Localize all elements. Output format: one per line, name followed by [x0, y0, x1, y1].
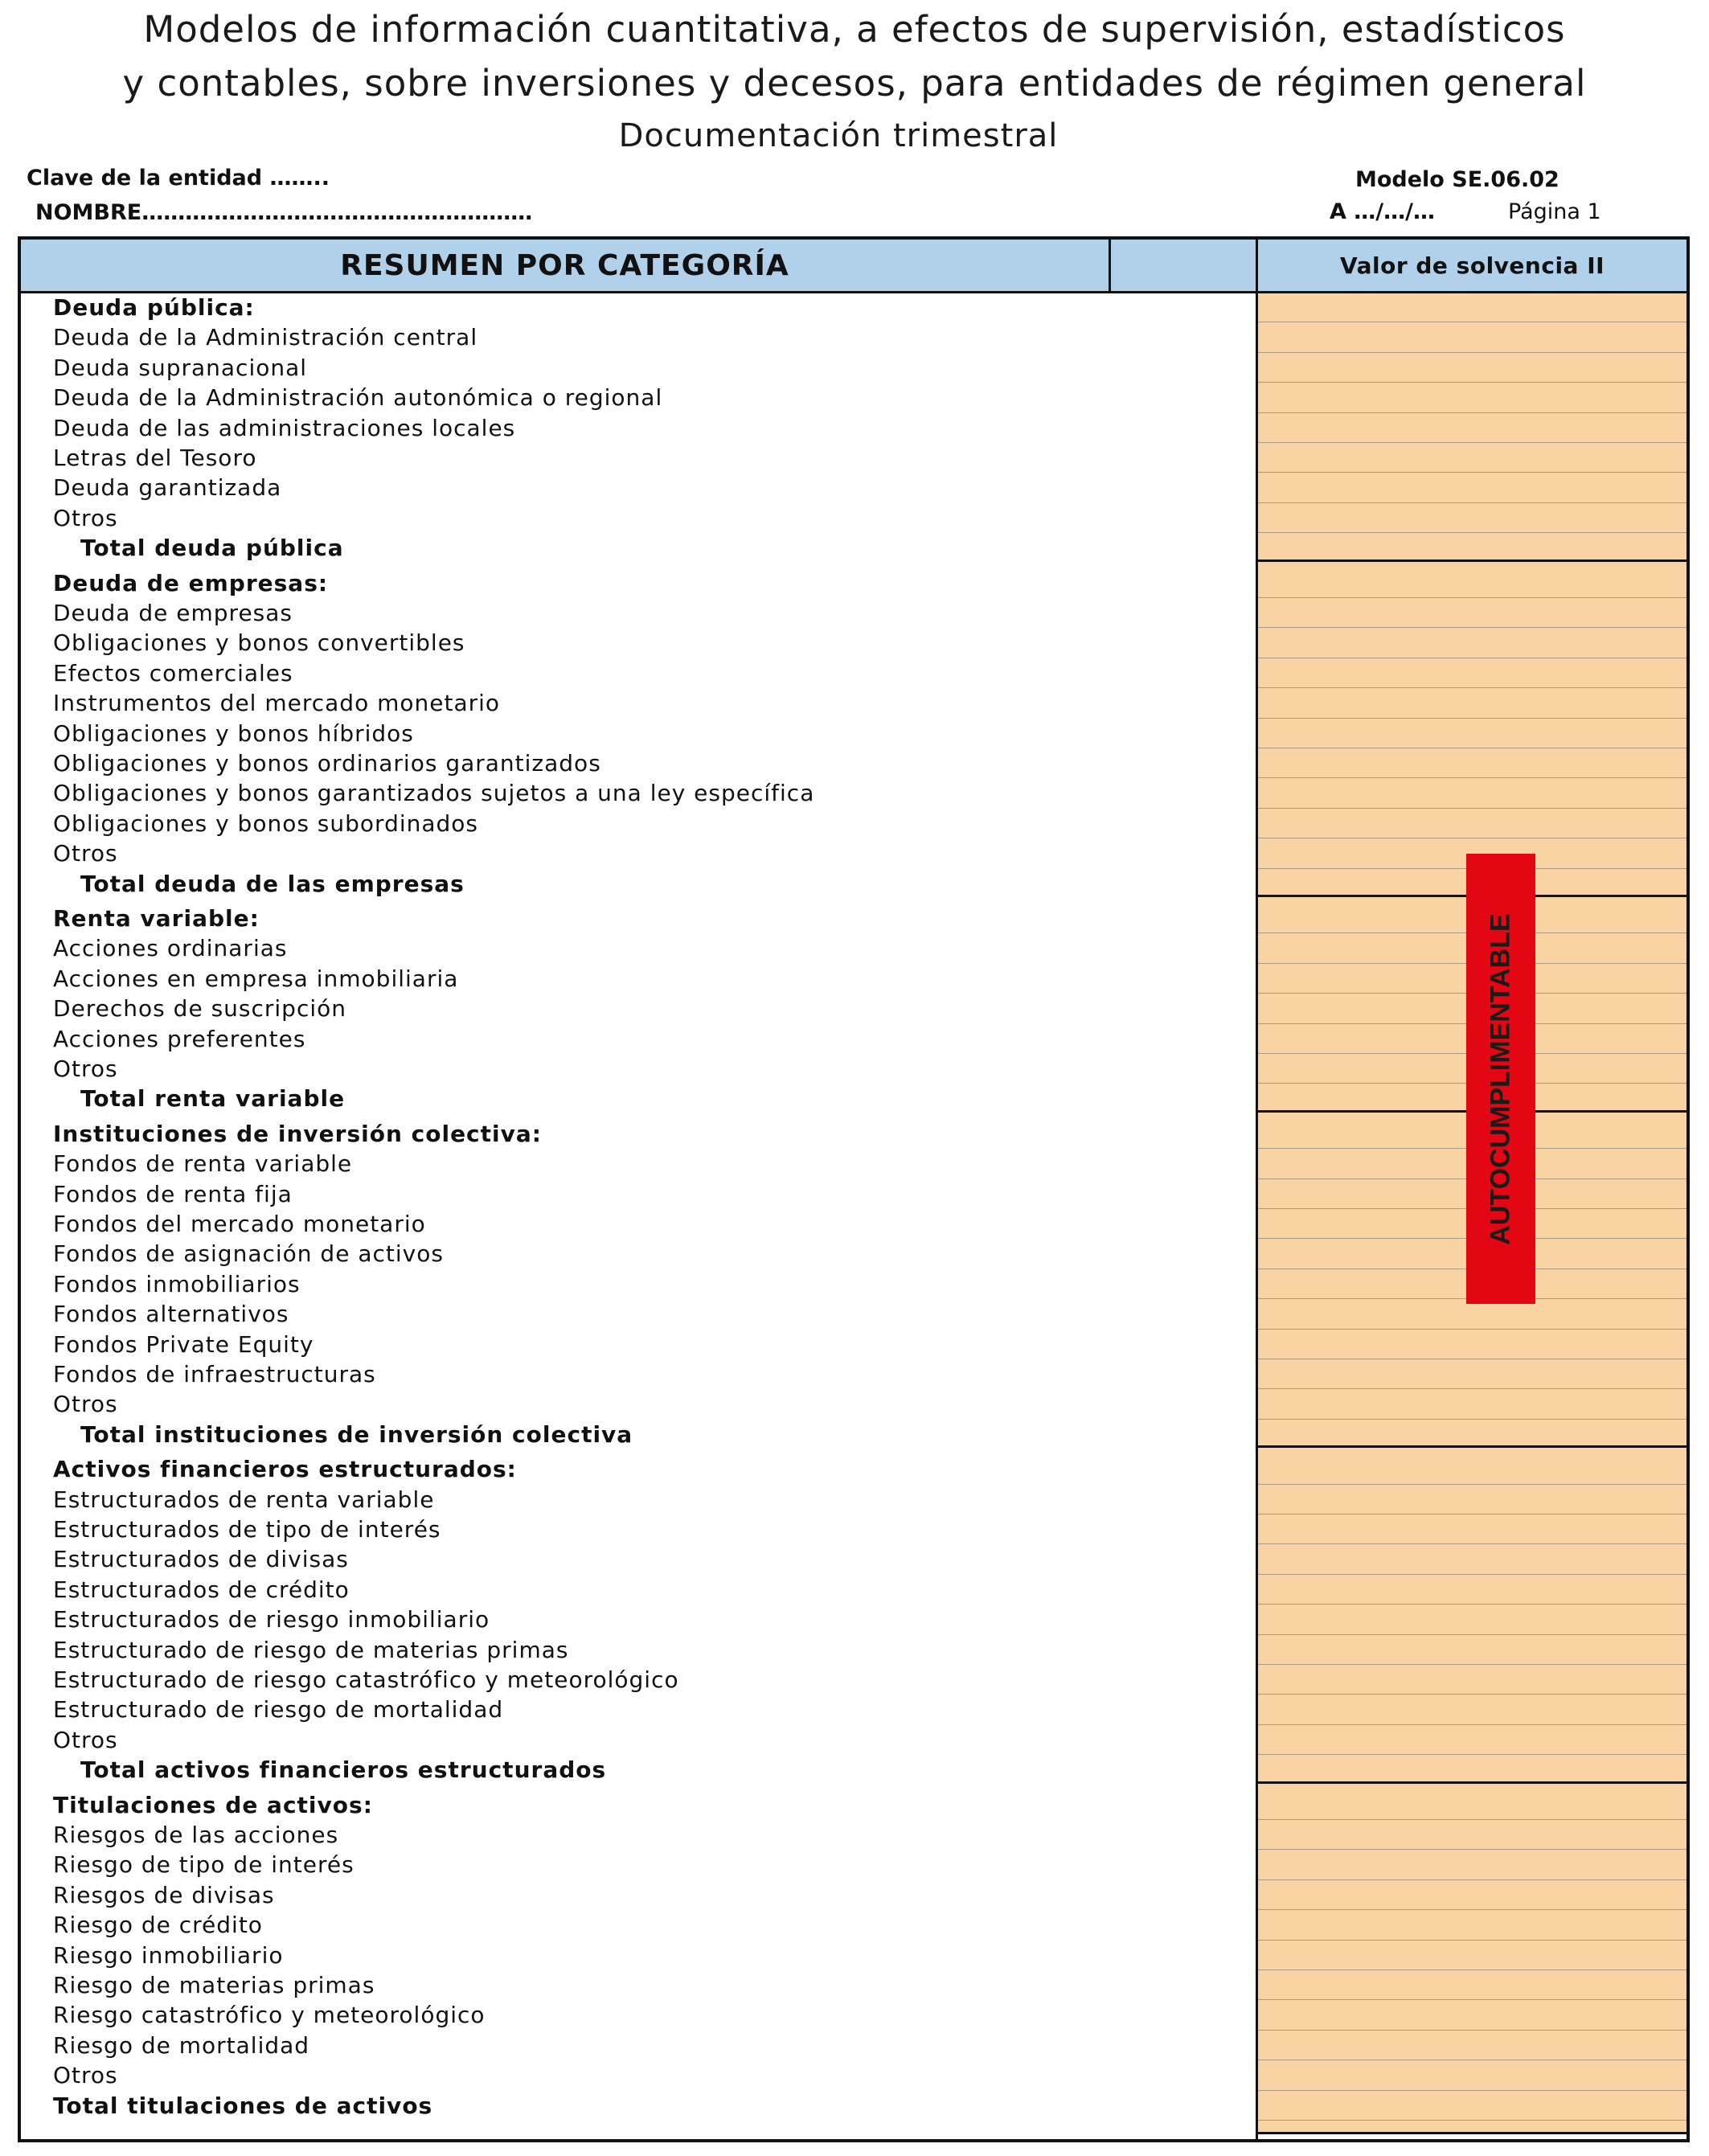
row-label: Total titulaciones de activos — [53, 2092, 433, 2119]
table-row — [21, 1850, 1106, 1879]
table-row — [21, 1820, 1106, 1850]
value-cell[interactable] — [1258, 2030, 1686, 2031]
table-row — [21, 1515, 1106, 1544]
table-row — [21, 443, 1106, 473]
row-label: Obligaciones y bonos garantizados sujetos a una ley específica — [53, 780, 815, 807]
row-label: Total renta variable — [80, 1085, 346, 1113]
table-row — [21, 1695, 1106, 1724]
row-label: Otros — [53, 504, 118, 531]
row-label: Riesgo inmobiliario — [53, 1941, 284, 1969]
value-cell[interactable] — [1258, 1999, 1686, 2000]
value-cell[interactable] — [1258, 532, 1686, 533]
section-heading — [21, 568, 1106, 598]
row-label: Fondos inmobiliarios — [53, 1270, 301, 1297]
row-label: Estructurado de riesgo catastrófico y meteorológico — [53, 1666, 679, 1693]
table-row — [21, 838, 1106, 868]
table-row — [21, 809, 1106, 838]
table-row — [21, 1941, 1106, 1970]
row-label: Obligaciones y bonos ordinarios garantizados — [53, 750, 601, 777]
autocumplimentable-stamp — [1466, 854, 1535, 1304]
row-label: Deuda de las administraciones locales — [53, 414, 516, 441]
table-row — [21, 1970, 1106, 2000]
table-row — [21, 1575, 1106, 1605]
table-row — [21, 628, 1106, 658]
row-label: Riesgo de materias primas — [53, 1972, 375, 1998]
value-cell[interactable] — [1258, 1574, 1686, 1575]
row-label: Fondos de infraestructuras — [53, 1361, 376, 1387]
row-label: Derechos de suscripción — [53, 995, 347, 1023]
value-cell[interactable] — [1258, 382, 1686, 383]
table-row — [21, 778, 1106, 808]
table-row — [21, 688, 1106, 718]
value-cell[interactable] — [1258, 1849, 1686, 1850]
blank-column — [1111, 293, 1258, 2139]
row-label: Renta variable: — [53, 905, 260, 932]
table-row — [21, 1910, 1106, 1940]
table-row — [21, 322, 1106, 352]
total-row — [21, 1084, 1106, 1113]
row-label: Titulaciones de activos: — [53, 1791, 373, 1818]
column-header-category: RESUMEN POR CATEGORÍA — [21, 240, 1111, 293]
value-cell — [1258, 597, 1686, 598]
row-label: Deuda garantizada — [53, 474, 282, 502]
value-cell[interactable] — [1258, 1514, 1686, 1515]
row-label: Acciones en empresa inmobiliaria — [53, 965, 459, 992]
row-label: Fondos de renta fija — [53, 1180, 293, 1207]
table-row — [21, 1544, 1106, 1574]
table-row — [21, 2060, 1106, 2090]
table-row — [21, 933, 1106, 963]
value-cell[interactable] — [1258, 1388, 1686, 1389]
row-label: Deuda de empresas — [53, 600, 293, 626]
value-cell[interactable] — [1258, 412, 1686, 413]
row-label: Estructurados de crédito — [53, 1576, 350, 1603]
row-label: Riesgos de divisas — [53, 1881, 275, 1908]
row-label: Riesgo de crédito — [53, 1912, 263, 1939]
row-label: Activos financieros estructurados: — [53, 1456, 517, 1483]
table-row — [21, 1179, 1106, 1209]
table-row — [21, 503, 1106, 533]
row-label: Otros — [53, 1055, 118, 1082]
value-cell — [1258, 1819, 1686, 1820]
row-label: Estructurado de riesgo de materias primas — [53, 1636, 569, 1663]
table-row — [21, 1054, 1106, 1084]
nombre-entidad: NOMBRE……………………………………………… — [35, 200, 533, 225]
total-row — [21, 533, 1106, 563]
row-label: Otros — [53, 2062, 118, 2089]
subtitle: Documentación trimestral — [618, 117, 1059, 154]
section-heading — [21, 1790, 1106, 1820]
value-cell[interactable] — [1258, 777, 1686, 778]
value-cell — [1258, 1484, 1686, 1485]
value-cell[interactable] — [1258, 442, 1686, 443]
table-row — [21, 1485, 1106, 1515]
fecha: A …/…/… — [1330, 199, 1436, 224]
row-label: Acciones ordinarias — [53, 935, 288, 962]
column-header-blank — [1111, 240, 1258, 293]
table-row — [21, 658, 1106, 688]
table-row — [21, 1635, 1106, 1665]
table-row — [21, 1239, 1106, 1269]
table-row — [21, 1024, 1106, 1054]
section-heading — [21, 293, 1106, 322]
section-heading — [21, 1119, 1106, 1149]
table-row — [21, 1330, 1106, 1359]
title-line-1: Modelos de información cuantitativa, a efectos de supervisión, estadísticos — [143, 8, 1566, 51]
value-cell[interactable] — [1258, 1724, 1686, 1725]
row-label: Fondos de renta variable — [53, 1150, 353, 1178]
row-label: Riesgo catastrófico y meteorológico — [53, 2002, 486, 2029]
table-row — [21, 2031, 1106, 2060]
table-row — [21, 719, 1106, 748]
row-label: Otros — [53, 840, 118, 867]
section-separator[interactable] — [1258, 1445, 1686, 1448]
row-label: Instituciones de inversión colectiva: — [53, 1120, 542, 1147]
row-label: Total activos financieros estructurados — [80, 1756, 607, 1784]
table-row — [21, 598, 1106, 628]
value-cell[interactable] — [1258, 1604, 1686, 1605]
value-cell[interactable] — [1258, 1754, 1686, 1755]
column-header-valor: Valor de solvencia II — [1258, 240, 1686, 293]
value-cell[interactable] — [1258, 502, 1686, 503]
pagina: Página 1 — [1508, 199, 1601, 224]
value-cell[interactable] — [1258, 472, 1686, 473]
value-cell[interactable] — [1258, 627, 1686, 628]
row-label: Obligaciones y bonos híbridos — [53, 719, 414, 747]
row-label: Riesgo de mortalidad — [53, 2031, 310, 2059]
table-row — [21, 473, 1106, 502]
row-label: Otros — [53, 1726, 118, 1753]
value-cell[interactable] — [1258, 687, 1686, 688]
section-separator[interactable] — [1258, 559, 1686, 562]
section-heading — [21, 1454, 1106, 1484]
row-label: Obligaciones y bonos convertibles — [53, 629, 465, 657]
row-label: Deuda de la Administración autonómica o regional — [53, 384, 663, 412]
title-line-2: y contables, sobre inversiones y decesos, para entidades de régimen general — [122, 62, 1587, 105]
row-label: Deuda de empresas: — [53, 569, 329, 596]
row-label: Riesgo de tipo de interés — [53, 1851, 355, 1879]
table-row — [21, 1209, 1106, 1239]
value-cell[interactable] — [1258, 808, 1686, 809]
value-cell[interactable] — [1258, 352, 1686, 353]
value-cell[interactable] — [1258, 2120, 1686, 2121]
row-label: Deuda de la Administración central — [53, 324, 478, 351]
stamp-text: AUTOCUMPLIMENTABLE — [1485, 912, 1516, 1245]
total-row — [21, 1420, 1106, 1449]
value-cell[interactable] — [1258, 718, 1686, 719]
table-row — [21, 1725, 1106, 1755]
clave-entidad: Clave de la entidad …….. — [27, 166, 330, 191]
row-label: Instrumentos del mercado monetario — [53, 690, 501, 717]
table-row — [21, 964, 1106, 994]
value-cell[interactable] — [1258, 1419, 1686, 1420]
table-row — [21, 1665, 1106, 1695]
value-cell[interactable] — [1258, 1879, 1686, 1880]
value-cell[interactable] — [1258, 1909, 1686, 1910]
summary-table — [18, 236, 1690, 2142]
row-label: Estructurado de riesgo de mortalidad — [53, 1696, 504, 1724]
row-label: Estructurados de divisas — [53, 1546, 349, 1573]
row-label: Obligaciones y bonos subordinados — [53, 810, 479, 837]
table-row — [21, 1880, 1106, 1910]
row-label: Fondos del mercado monetario — [53, 1211, 426, 1237]
row-label: Efectos comerciales — [53, 659, 293, 687]
table-row — [21, 1389, 1106, 1419]
row-label: Total deuda pública — [80, 535, 344, 562]
value-cell[interactable] — [1258, 1543, 1686, 1544]
section-heading — [21, 904, 1106, 933]
total-row — [21, 869, 1106, 899]
table-row — [21, 413, 1106, 443]
total-row — [21, 1755, 1106, 1785]
row-label: Fondos de asignación de activos — [53, 1240, 444, 1268]
row-label: Estructurados de riesgo inmobiliario — [53, 1606, 490, 1633]
value-cell[interactable] — [1258, 1329, 1686, 1330]
row-label: Total deuda de las empresas — [80, 870, 465, 897]
row-label: Letras del Tesoro — [53, 445, 257, 471]
row-label: Fondos alternativos — [53, 1301, 289, 1328]
row-label: Estructurados de renta variable — [53, 1486, 435, 1513]
row-label: Riesgos de las acciones — [53, 1822, 339, 1848]
row-label: Fondos Private Equity — [53, 1330, 314, 1358]
table-row — [21, 2000, 1106, 2030]
row-label: Otros — [53, 1391, 118, 1418]
table-row — [21, 1299, 1106, 1329]
modelo-code: Modelo SE.06.02 — [1355, 167, 1559, 192]
section-separator[interactable] — [1258, 1781, 1686, 1784]
value-cell[interactable] — [1258, 2090, 1686, 2091]
row-label: Estructurados de tipo de interés — [53, 1516, 441, 1543]
table-row — [21, 994, 1106, 1023]
row-label: Deuda supranacional — [53, 354, 308, 381]
value-cell[interactable] — [1258, 1940, 1686, 1941]
row-label: Acciones preferentes — [53, 1025, 306, 1052]
row-label: Deuda pública: — [53, 294, 255, 321]
table-row — [21, 748, 1106, 778]
table-row — [21, 1149, 1106, 1178]
table-row — [21, 353, 1106, 383]
table-row — [21, 1605, 1106, 1634]
value-cell[interactable] — [1258, 1694, 1686, 1695]
table-row — [21, 383, 1106, 412]
table-row — [21, 1359, 1106, 1389]
value-cell[interactable] — [1258, 1634, 1686, 1635]
table-row — [21, 1269, 1106, 1299]
value-cell[interactable] — [1258, 1664, 1686, 1665]
row-label: Total instituciones de inversión colectiva — [80, 1420, 633, 1448]
total-row — [21, 2091, 1106, 2121]
